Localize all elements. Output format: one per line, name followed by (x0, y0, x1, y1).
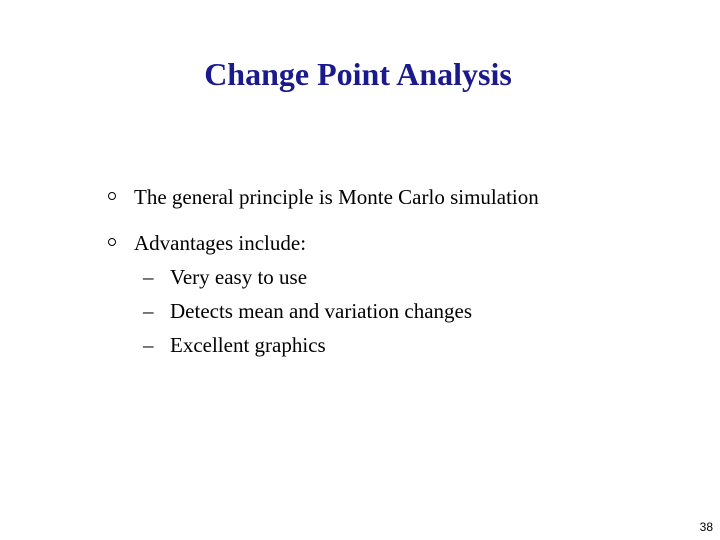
bullet-text: Advantages include: (134, 231, 307, 255)
sub-bullet-item (134, 328, 706, 362)
sub-bullet-item (134, 294, 706, 328)
dash-bullet-icon: – (143, 299, 154, 323)
circle-bullet-icon (108, 192, 116, 200)
circle-bullet-icon (108, 238, 116, 246)
bullet-list (106, 180, 706, 362)
sub-bullet-text: Excellent graphics (170, 333, 326, 357)
sub-bullet-text: Detects mean and variation changes (170, 299, 473, 323)
bullet-item (106, 226, 706, 362)
sub-bullet-item (134, 260, 706, 294)
bullet-item (106, 180, 706, 214)
sub-bullet-text: Very easy to use (170, 265, 308, 289)
dash-bullet-icon: – (143, 333, 154, 357)
dash-bullet-icon: – (143, 265, 154, 289)
page-number: 38 (699, 520, 713, 534)
bullet-text: The general principle is Monte Carlo simulation (134, 185, 539, 209)
sub-bullet-list (134, 260, 706, 362)
slide-title: Change Point Analysis (204, 56, 512, 92)
